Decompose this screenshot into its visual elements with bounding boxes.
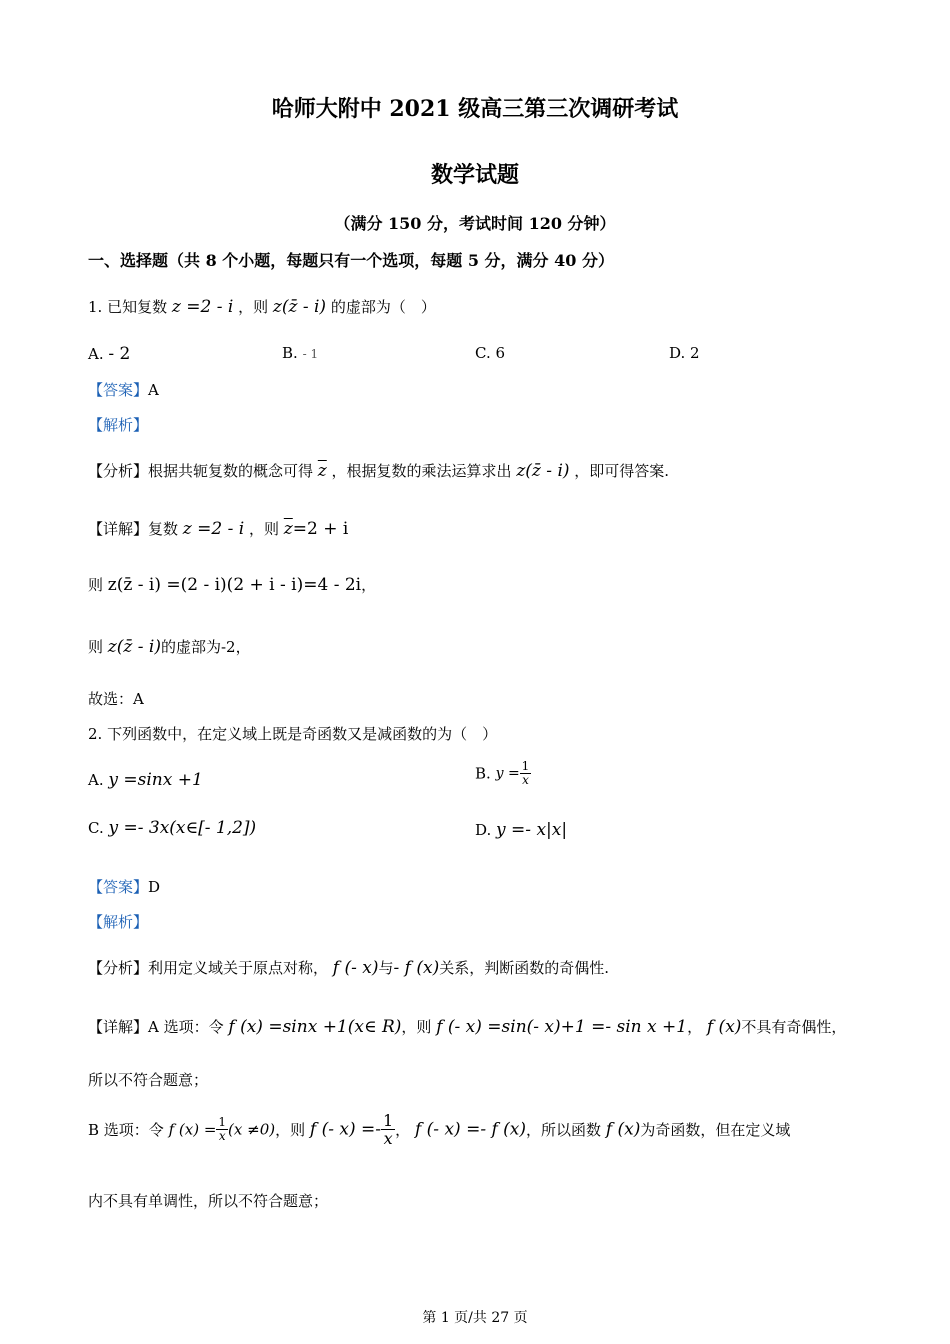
fenxi-f-neg: f (- x) — [332, 958, 379, 978]
q1-step-3 — [88, 636, 251, 657]
q1-stem-mid: ，则 — [238, 298, 269, 316]
q1-conclusion: 故选：A — [88, 690, 144, 708]
q2-option-c — [88, 818, 256, 838]
step-expression: z(z̄ - i) — [107, 637, 161, 657]
option-label: A. — [88, 345, 104, 363]
fenxi-neg-f: - f (x) — [393, 958, 440, 978]
numerator: 1 — [218, 1115, 227, 1129]
detail-comma: ， — [395, 1121, 411, 1139]
denominator: x — [218, 1129, 226, 1143]
q1-z-equation: z =2 - i — [171, 297, 234, 317]
q1-fenxi — [88, 460, 669, 481]
fenxi-prefix: 【分析】根据共轭复数的概念可得 — [88, 462, 314, 480]
q1-option-a — [88, 344, 130, 364]
subject-title: 数学试题 — [430, 162, 519, 188]
detail-a-eval: f (- x) =sin(- x)+1 =- sin x +1 — [436, 1017, 688, 1037]
answer-tag: 【答案】 — [88, 381, 149, 399]
fenxi-prefix: 【分析】利用定义域关于原点对称， — [88, 959, 329, 977]
option-value: 2 — [690, 344, 700, 362]
option-value: - 1 — [302, 347, 319, 361]
step-expression: z(z̄ - i) =(2 - i)(2 + i - i)=4 - 2i — [107, 575, 362, 595]
detail-comma: ， — [687, 1018, 703, 1036]
answer-tag: 【答案】 — [88, 878, 149, 896]
fenxi-with: 与 — [378, 959, 394, 977]
step-then: 则 — [88, 638, 104, 656]
option-value: 6 — [495, 344, 506, 362]
question-2-stem: 2. 下列函数中，在定义域上既是奇函数又是减函数的为（ ） — [88, 725, 498, 743]
option-value: y = — [495, 765, 520, 782]
detail-prefix: 【详解】A 选项：令 — [88, 1018, 224, 1036]
detail-then: ，则 — [249, 520, 280, 538]
q2-detail-b-line2: 内不具有单调性，所以不符合题意； — [88, 1192, 329, 1210]
numerator: 1 — [521, 759, 530, 773]
detail-suffix: 为奇函数，但在定义域 — [640, 1121, 791, 1139]
detail-b-cond: (x ≠0) — [228, 1120, 276, 1139]
numerator: 1 — [382, 1111, 394, 1130]
option-label: D. — [475, 821, 492, 839]
option-value: y =- x|x| — [496, 820, 568, 840]
section-heading: 一、选择题（共 8 个小题，每题只有一个选项，每题 5 分，满分 40 分） — [88, 251, 614, 270]
detail-a-f: f (x) — [706, 1017, 742, 1037]
option-label: D. — [669, 344, 686, 362]
option-value: y =- 3x(x∈[- 1,2]) — [108, 818, 257, 838]
option-label: B. — [475, 764, 491, 783]
fraction — [216, 1116, 228, 1143]
q1-option-c — [475, 344, 505, 362]
q2-analysis-tag: 【解析】 — [88, 913, 149, 931]
denominator: x — [522, 773, 529, 787]
detail-suffix: 不具有奇偶性， — [741, 1018, 847, 1036]
detail-b-relation: f (- x) =- f (x) — [414, 1119, 527, 1140]
fenxi-suffix: ，即可得答案. — [574, 462, 670, 480]
fenxi-suffix: 关系，判断函数的奇偶性. — [439, 959, 609, 977]
option-label: C. — [88, 819, 104, 837]
q2-answer — [88, 876, 160, 897]
detail-b-eval: f (- x) =- — [309, 1119, 381, 1140]
q2-option-b — [475, 760, 531, 787]
exam-title: 哈师大附中 2021 级高三第三次调研考试 — [271, 96, 679, 122]
q2-fenxi — [88, 957, 609, 978]
detail-then: ，则 — [401, 1018, 432, 1036]
detail-prefix: 【详解】复数 — [88, 520, 179, 538]
detail-then: ，则 — [275, 1121, 306, 1139]
detail-zbar: $\overline{z}$ — [283, 519, 293, 539]
detail-a-def: f (x) =sinx +1(x∈ R) — [228, 1017, 402, 1037]
q1-option-b — [282, 344, 318, 362]
page-footer: 第 1 页/共 27 页 — [422, 1310, 528, 1326]
q1-expression: z(z̄ - i) — [272, 297, 327, 317]
q1-answer — [88, 379, 159, 400]
step-end: ， — [361, 576, 377, 594]
q1-stem-post: 的虚部为（ ） — [330, 298, 436, 316]
q2-detail-a-line2: 所以不符合题意； — [88, 1071, 209, 1089]
fenxi-mid: ，根据复数的乘法运算求出 — [331, 462, 512, 480]
answer-value: A — [148, 381, 159, 399]
q1-analysis-tag: 【解析】 — [88, 416, 149, 434]
fraction — [520, 760, 532, 787]
q1-option-d — [669, 344, 700, 362]
fenxi-conjugate: $\overline{z}$ — [317, 461, 327, 481]
detail-b-f: f (x) — [605, 1119, 641, 1140]
fraction — [381, 1112, 395, 1147]
detail-z: z =2 - i — [182, 519, 245, 539]
q2-option-a — [88, 770, 203, 790]
option-label: B. — [282, 344, 298, 362]
option-value: y =sinx +1 — [108, 770, 203, 790]
fenxi-expression: z(z̄ - i) — [516, 461, 570, 481]
option-value: - 2 — [108, 344, 131, 364]
detail-prefix: B 选项：令 — [88, 1121, 164, 1139]
detail-b-def: f (x) = — [168, 1120, 217, 1139]
step-post: 的虚部为-2， — [160, 638, 251, 656]
detail-mid: ，所以函数 — [526, 1121, 602, 1139]
q1-stem-pre: 1. 已知复数 — [88, 298, 168, 316]
q2-detail-b — [88, 1112, 790, 1147]
q1-detail — [88, 518, 348, 539]
score-info: （满分 150 分，考试时间 120 分钟） — [334, 214, 616, 233]
step-then: 则 — [88, 576, 104, 594]
q2-option-d — [475, 820, 567, 840]
option-label: A. — [88, 771, 104, 789]
detail-zbar-value: =2 + i — [292, 519, 349, 539]
answer-value: D — [148, 878, 161, 896]
option-label: C. — [475, 344, 491, 362]
q2-detail-a — [88, 1016, 846, 1037]
denominator: x — [383, 1129, 393, 1148]
question-1-stem — [88, 296, 436, 317]
q1-step-2 — [88, 574, 376, 595]
